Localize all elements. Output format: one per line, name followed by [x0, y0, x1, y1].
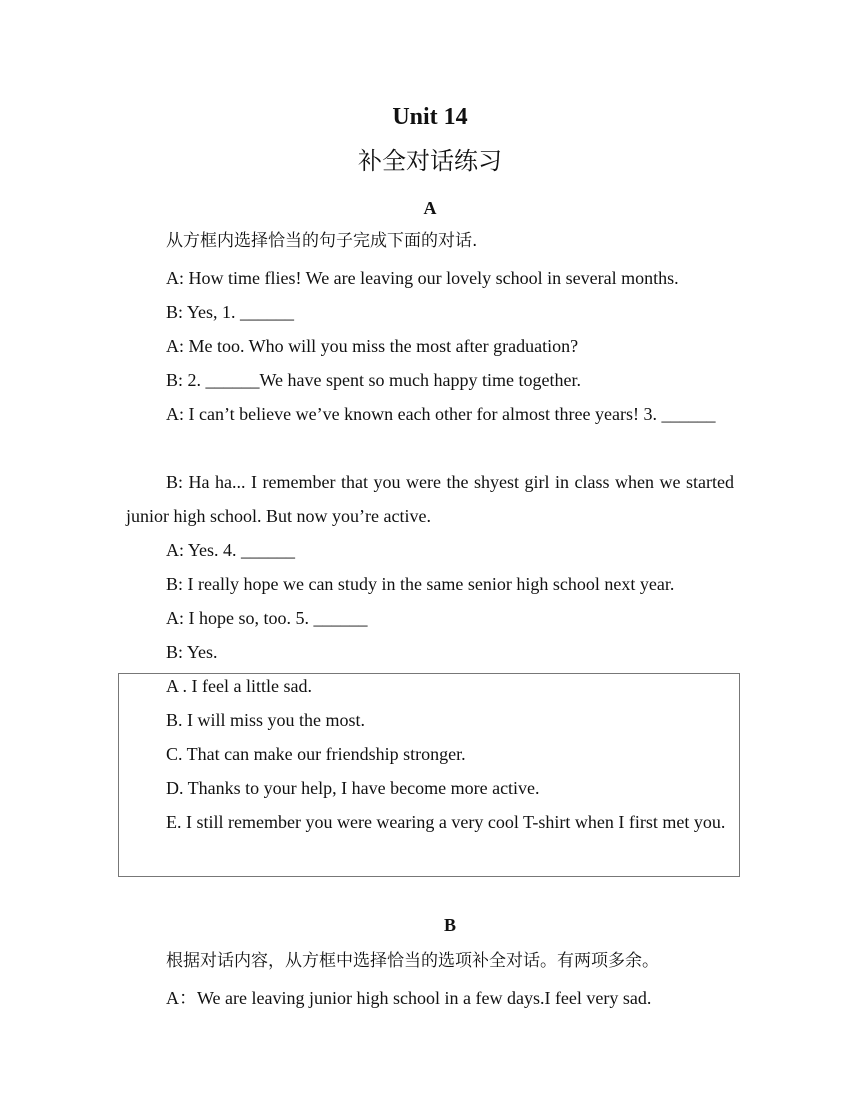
- dialogue-line: B: Ha ha... I remember that you were the shyest girl in class when we started junior high school. But now you’re active.: [126, 472, 734, 526]
- dialogue-line: A: I can’t believe we’ve known each other for almost three years! 3. ______: [166, 404, 716, 424]
- dialogue-line: B: I really hope we can study in the same senior high school next year.: [166, 574, 675, 594]
- option-item: C. That can make our friendship stronger.: [166, 744, 466, 764]
- options-box: [118, 673, 740, 877]
- option-item: A . I feel a little sad.: [166, 676, 312, 696]
- option-item: B. I will miss you the most.: [166, 710, 366, 730]
- dialogue-line: B: 2. ______We have spent so much happy time together.: [166, 370, 581, 390]
- option-item: D. Thanks to your help, I have become more active.: [166, 778, 540, 798]
- dialogue-line: A: Yes. 4. ______: [166, 540, 296, 560]
- dialogue-line: B: Yes.: [166, 642, 218, 662]
- section-a-instruction: 从方框内选择恰当的句子完成下面的对话.: [166, 231, 478, 251]
- option-item: E. I still remember you were wearing a very cool T-shirt when I first met you.: [166, 812, 726, 832]
- section-b-label: B: [443, 915, 456, 935]
- dialogue-line: A：We are leaving junior high school in a few days.I feel very sad.: [166, 988, 652, 1008]
- section-a-label: A: [423, 198, 437, 218]
- dialogue-line: A: Me too. Who will you miss the most after graduation?: [166, 336, 579, 356]
- dialogue-line: B: Yes, 1. ______: [166, 302, 295, 322]
- unit-title: Unit 14: [392, 104, 468, 130]
- section-b-instruction: 根据对话内容，从方框中选择恰当的选项补全对话。有两项多余。: [166, 951, 659, 971]
- dialogue-line: A: How time flies! We are leaving our lovely school in several months.: [166, 268, 679, 288]
- page-subtitle: 补全对话练习: [358, 147, 502, 175]
- dialogue-line: A: I hope so, too. 5. ______: [166, 608, 368, 628]
